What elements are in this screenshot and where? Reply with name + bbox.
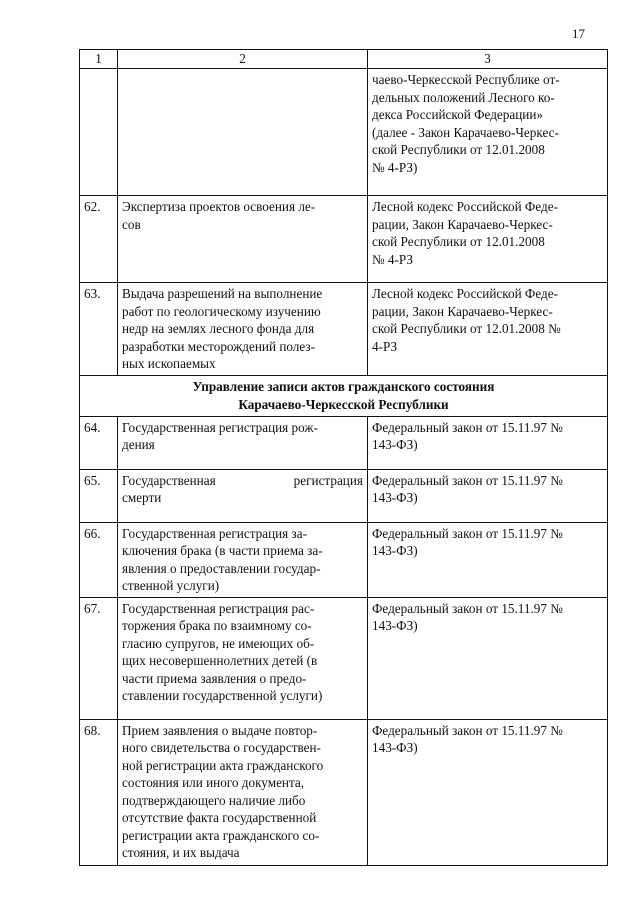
service-cell (118, 719, 368, 865)
table-row-66 (80, 522, 608, 597)
service-line: ственной услуги) (122, 578, 220, 593)
law-line: ской Республики от 12.01.2008 (372, 142, 545, 157)
service-line: щих несовершеннолетних детей (в (122, 653, 318, 668)
service-line: работ по геологическому изучению (122, 303, 321, 319)
service-line: подтверждающего наличие либо (122, 792, 306, 808)
law-line: Федеральный закон от 15.11.97 № (372, 600, 563, 616)
law-line: Лесной кодекс Российской Феде- (372, 199, 558, 214)
continuation-num-cell (80, 69, 118, 196)
law-line: 143-ФЗ) (372, 437, 418, 452)
law-line: (далее - Закон Карачаево-Черкес- (372, 124, 559, 140)
section-title-line-1: Управление записи актов гражданского состояния (192, 378, 495, 394)
service-line: Прием заявления о выдаче повтор- (122, 722, 318, 738)
law-line: Федеральный закон от 15.11.97 № (372, 525, 563, 541)
service-line: состояния или иного документа, (122, 775, 305, 790)
law-line: Лесной кодекс Российской Феде- (372, 286, 558, 301)
law-line: 143-ФЗ) (372, 543, 418, 558)
law-cell (368, 283, 608, 376)
service-line: недр на землях лесного фонда для (122, 321, 315, 336)
service-line: Государственная регистрация рож- (122, 419, 318, 435)
row-number: 62. (80, 196, 118, 283)
service-line: отсутствие факта государственной (122, 810, 317, 825)
continuation-law-cell (368, 69, 608, 196)
service-cell (118, 283, 368, 376)
law-cell (368, 196, 608, 283)
law-line: 143-ФЗ) (372, 490, 418, 505)
header-col-2: 2 (118, 50, 368, 69)
service-cell (118, 597, 368, 719)
law-line: 143-ФЗ) (372, 618, 418, 633)
service-line: дения (122, 437, 155, 452)
service-cell (118, 522, 368, 597)
service-line: ных ископаемых (122, 356, 216, 371)
law-line: рации, Закон Карачаево-Черкес- (372, 216, 553, 232)
service-line: части приема заявления о предо- (122, 670, 307, 686)
table-row-67 (80, 597, 608, 719)
service-line: гласию супругов, не имеющих об- (122, 635, 315, 651)
service-line: Государственная регистрация за- (122, 525, 308, 541)
law-line: декса Российской Федерации» (372, 107, 543, 122)
header-col-1: 1 (80, 50, 118, 69)
service-line: смерти (122, 490, 162, 505)
service-line: регистрации акта гражданского со- (122, 827, 320, 843)
continuation-service-cell (118, 69, 368, 196)
service-line: стояния, и их выдача (122, 845, 240, 860)
service-line: ключения брака (в части приема за- (122, 543, 323, 558)
service-line: ной регистрации акта гражданского (122, 757, 324, 773)
service-cell (118, 196, 368, 283)
table-row-62 (80, 196, 608, 283)
service-line: ного свидетельства о государствен- (122, 740, 321, 755)
law-cell (368, 416, 608, 469)
row-number: 68. (80, 719, 118, 865)
table-row-68 (80, 719, 608, 865)
section-header-row (80, 375, 608, 416)
service-line: явления о предоставлении государ- (122, 560, 321, 576)
section-title-cell (80, 375, 608, 416)
table-row-65 (80, 469, 608, 522)
law-line: № 4-РЗ (372, 251, 413, 267)
service-line: разработки месторождений полез- (122, 338, 315, 354)
law-line: Федеральный закон от 15.11.97 № (372, 472, 563, 488)
row-number: 63. (80, 283, 118, 376)
row-number: 66. (80, 522, 118, 597)
service-line: торжения брака по взаимному со- (122, 618, 312, 633)
row-number: 65. (80, 469, 118, 522)
law-line: рации, Закон Карачаево-Черкес- (372, 303, 553, 319)
law-line: ской Республики от 12.01.2008 (372, 234, 545, 249)
table-row-64 (80, 416, 608, 469)
row-number: 64. (80, 416, 118, 469)
law-cell (368, 522, 608, 597)
law-line: дельных положений Лесного ко- (372, 89, 555, 105)
law-line: 4-РЗ (372, 338, 398, 354)
page-number: 17 (572, 26, 585, 41)
law-line: чаево-Черкесской Республике от- (372, 72, 560, 87)
section-title-line-2: Карачаево-Черкесской Республики (238, 396, 449, 412)
services-table (79, 49, 608, 866)
law-line: Федеральный закон от 15.11.97 № (372, 722, 563, 738)
law-cell (368, 719, 608, 865)
service-line: Экспертиза проектов освоения ле- (122, 199, 316, 214)
law-cell (368, 469, 608, 522)
service-line: Государственная регистрация рас- (122, 600, 315, 616)
row-number: 67. (80, 597, 118, 719)
law-cell (368, 597, 608, 719)
table-header-row (80, 50, 608, 69)
service-cell (118, 469, 368, 522)
service-line: сов (122, 216, 141, 232)
law-line: ской Республики от 12.01.2008 № (372, 321, 561, 336)
header-col-3: 3 (368, 50, 608, 69)
continuation-row (80, 69, 608, 196)
table-row-63 (80, 283, 608, 376)
service-line: Выдача разрешений на выполнение (122, 286, 323, 301)
law-line: Федеральный закон от 15.11.97 № (372, 419, 563, 435)
law-line: № 4-РЗ) (372, 159, 418, 175)
service-line: Государственная регистрация (122, 472, 363, 488)
law-line: 143-ФЗ) (372, 740, 418, 755)
service-line: ставлении государственной услуги) (122, 688, 323, 703)
service-cell (118, 416, 368, 469)
